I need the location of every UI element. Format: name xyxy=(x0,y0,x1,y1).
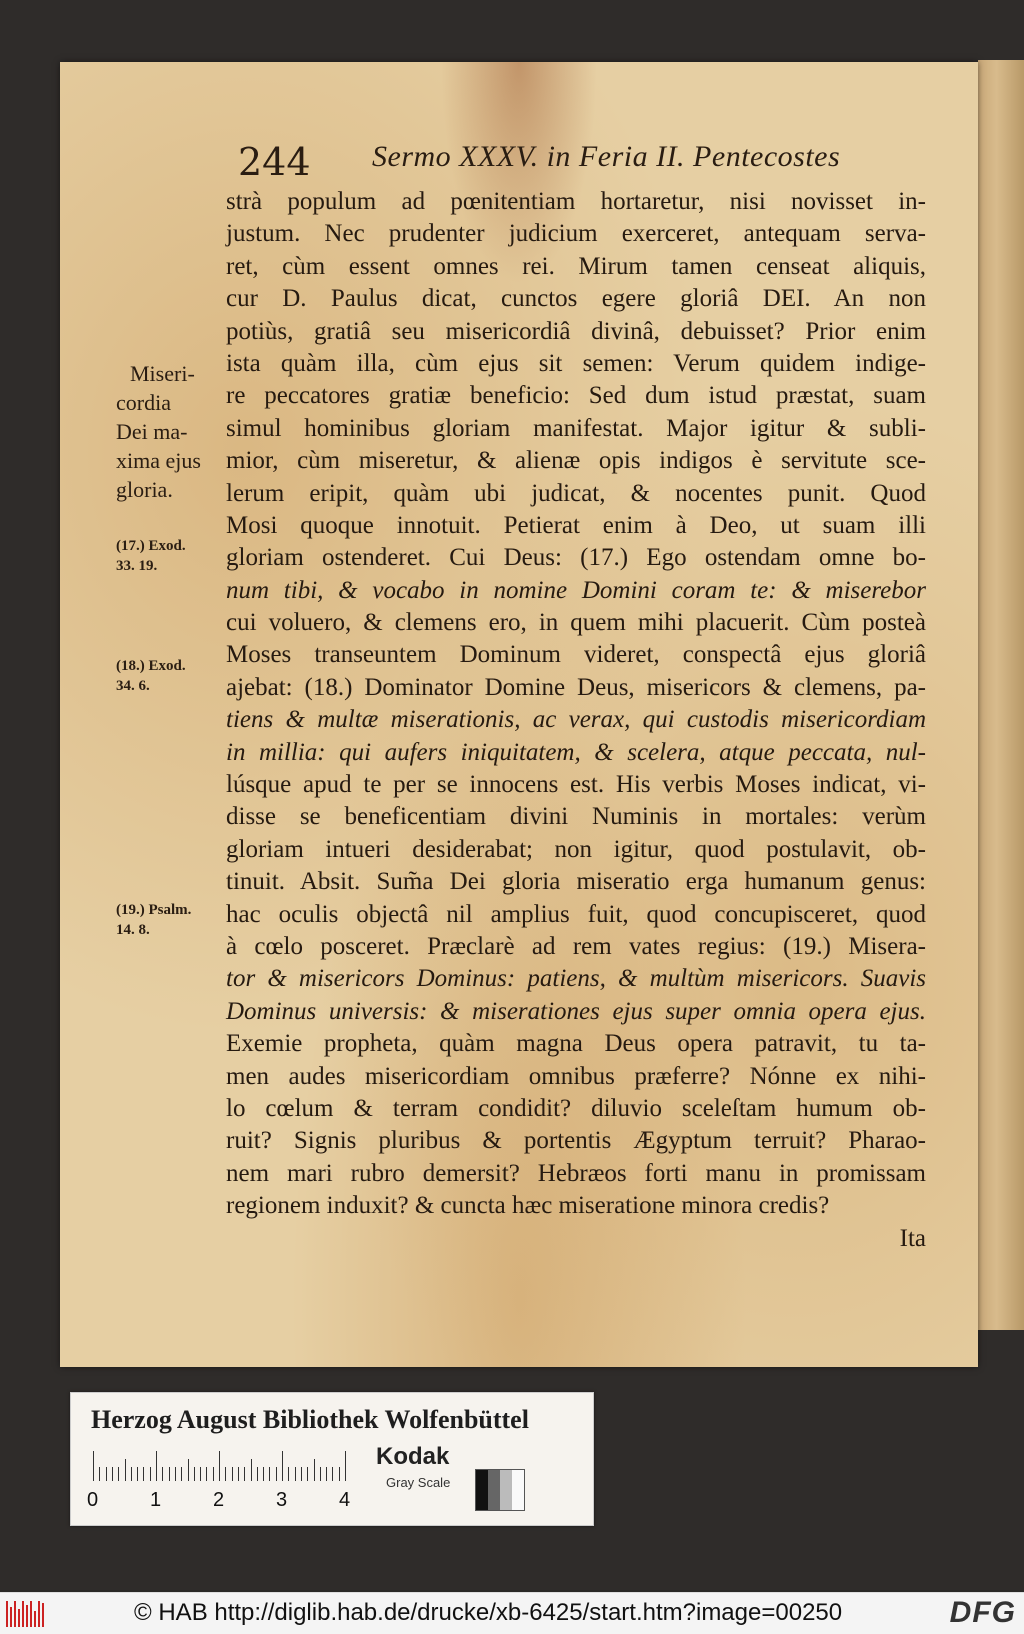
text-line: tinuit. Absit. Sum̃a Dei gloria miseratio erga humanum genus: xyxy=(226,868,926,896)
ruler-tick xyxy=(112,1467,113,1481)
ruler-tick xyxy=(162,1467,163,1481)
credit-link[interactable]: © HAB http://diglib.hab.de/drucke/xb-6425/start.htm?image=00250 xyxy=(134,1599,843,1626)
text-line: ret, cùm essent omnes rei. Mirum tamen censeat aliquis, xyxy=(226,252,926,280)
catchword: Ita xyxy=(899,1224,926,1252)
text-line: men audes misericordiam omnibus præferre? Nónne ex nihi- xyxy=(226,1062,926,1090)
ruler-tick xyxy=(288,1467,289,1481)
ruler-tick xyxy=(175,1467,176,1481)
ref-line: 34. 6. xyxy=(116,678,150,694)
text-line: mior, cùm miseretur, & alienæ opis indigos è servitute sce- xyxy=(226,447,926,475)
ruler-tick xyxy=(143,1467,144,1481)
page-header xyxy=(60,134,978,184)
reference-note-18 xyxy=(116,656,186,696)
text-line: nem mari rubro demersit? Hebræos forti manu in promissam xyxy=(226,1159,926,1187)
ruler-tick xyxy=(295,1467,296,1481)
side-note xyxy=(116,359,201,504)
ruler-numbers xyxy=(87,1489,367,1515)
ruler-tick xyxy=(131,1467,132,1481)
color-calibration-card xyxy=(70,1392,594,1526)
text-line: ajebat: (18.) Dominator Domine Deus, misericors & clemens, pa- xyxy=(226,673,926,701)
side-note-line: cordia xyxy=(116,390,171,415)
book-page xyxy=(60,62,978,1367)
ruler-tick xyxy=(206,1467,207,1481)
text-line: cur D. Paulus dicat, cunctos egere gloriâ DEI. An non xyxy=(226,285,926,313)
text-line: à cœlo posceret. Præclarè ad rem vates regius: (19.) Misera- xyxy=(226,932,926,960)
ruler-tick xyxy=(99,1467,100,1481)
ruler-tick xyxy=(225,1467,226,1481)
ruler-tick xyxy=(150,1467,151,1481)
ref-line: (18.) Exod. xyxy=(116,658,186,674)
text-line: ruit? Signis pluribus & portentis Ægyptum terruit? Pharao- xyxy=(226,1127,926,1155)
gray-swatch xyxy=(476,1470,488,1510)
page-number: 244 xyxy=(238,140,311,184)
ruler-tick xyxy=(307,1467,308,1481)
ruler-tick xyxy=(276,1467,277,1481)
text-line: Dominus universis: & miserationes ejus super omnia opera ejus. xyxy=(226,997,926,1025)
ruler-ticks xyxy=(93,1451,351,1481)
text-line: strà populum ad pœnitentiam hortaretur, nisi novisset in- xyxy=(226,188,926,215)
text-line: potiùs, gratiâ seu misericordiâ divinâ, debuisset? Prior enim xyxy=(226,317,926,345)
text-line: lerum eripit, quàm ubi judicat, & nocentes punit. Quod xyxy=(226,479,926,507)
ruler-tick xyxy=(219,1451,220,1481)
text-line: lúsque apud te per se innocens est. His verbis Moses indicat, vi- xyxy=(226,771,926,799)
ruler-tick xyxy=(326,1467,327,1481)
ruler-tick xyxy=(314,1459,315,1481)
ruler-number: 1 xyxy=(150,1489,162,1511)
ruler-tick xyxy=(244,1467,245,1481)
ruler-tick xyxy=(118,1467,119,1481)
ruler-tick xyxy=(137,1467,138,1481)
side-note-line: Dei ma- xyxy=(116,419,188,444)
ref-line: (19.) Psalm. xyxy=(116,902,192,918)
ruler-tick xyxy=(232,1467,233,1481)
body-text xyxy=(226,186,926,1255)
ref-line: 33. 19. xyxy=(116,558,158,574)
ruler-tick xyxy=(251,1459,252,1481)
text-line: tiens & multæ miserationis, ac verax, qui custodis misericordiam xyxy=(226,706,926,734)
text-line: re peccatores gratiæ beneficio: Sed dum istud præstat, suam xyxy=(226,382,926,410)
ruler-tick xyxy=(188,1459,189,1481)
bottom-credit-bar xyxy=(0,1592,1024,1634)
ruler-number: 0 xyxy=(87,1489,99,1511)
ruler-tick xyxy=(301,1467,302,1481)
library-name: Herzog August Bibliothek Wolfenbüttel xyxy=(91,1405,529,1434)
ruler-tick xyxy=(339,1467,340,1481)
ruler-tick xyxy=(282,1451,283,1481)
text-line: simul hominibus gloriam manifestat. Major igitur & subli- xyxy=(226,414,926,442)
ruler-tick xyxy=(320,1467,321,1481)
text-line: Exemie propheta, quàm magna Deus opera patravit, tu ta- xyxy=(226,1030,926,1058)
text-line: gloriam ostenderet. Cui Deus: (17.) Ego ostendam omne bo- xyxy=(226,544,926,572)
ruler-tick xyxy=(125,1459,126,1481)
ruler-tick xyxy=(169,1467,170,1481)
gray-swatch xyxy=(500,1470,512,1510)
text-line: Mosi quoque innotuit. Petierat enim à Deo, ut suam illi xyxy=(226,511,926,539)
text-line: disse se beneficentiam divini Numinis in mortales: verùm xyxy=(226,803,926,831)
gray-scale-label: Gray Scale xyxy=(386,1475,451,1490)
text-line: ista quàm illa, cùm ejus sit semen: Verum quidem indige- xyxy=(226,349,926,377)
ruler-tick xyxy=(93,1451,94,1481)
text-line: in millia: qui aufers iniquitatem, & scelera, atque peccata, nul- xyxy=(226,738,926,766)
reference-note-17 xyxy=(116,536,186,576)
ruler-tick xyxy=(181,1467,182,1481)
text-line: cui voluero, & clemens ero, in quem mihi placuerit. Cùm posteà xyxy=(226,609,926,637)
ruler-tick xyxy=(156,1451,157,1481)
text-line: Moses transeuntem Dominum videret, conspectâ ejus gloriâ xyxy=(226,641,926,669)
text-line: regionem induxit? & cuncta hæc miseratione minora credis? xyxy=(226,1192,830,1220)
gray-scale-patch xyxy=(475,1469,525,1511)
ruler-tick xyxy=(263,1467,264,1481)
text-line: justum. Nec prudenter judicium exerceret, antequam serva- xyxy=(226,220,926,248)
text-line: num tibi, & vocabo in nomine Domini coram te: & miserebor xyxy=(226,576,926,604)
ref-line: (17.) Exod. xyxy=(116,538,186,554)
ruler-number: 2 xyxy=(213,1489,225,1511)
ruler-tick xyxy=(269,1467,270,1481)
ruler-number: 3 xyxy=(276,1489,288,1511)
barcode-icon xyxy=(6,1601,48,1627)
reference-note-19 xyxy=(116,900,191,940)
gray-swatch xyxy=(512,1470,524,1510)
text-line: gloriam intueri desiderabat; non igitur, quod postulavit, ob- xyxy=(226,835,926,863)
running-title: Sermo XXXV. in Feria II. Pentecostes xyxy=(372,140,841,173)
text-line: tor & misericors Dominus: patiens, & multùm misericors. Suavis xyxy=(226,965,926,993)
gray-swatch xyxy=(488,1470,500,1510)
ref-line: 14. 8. xyxy=(116,922,150,938)
side-note-line: gloria. xyxy=(116,477,173,502)
ruler-tick xyxy=(345,1451,346,1481)
ruler-tick xyxy=(238,1467,239,1481)
text-line: lo cœlum & terram condidit? diluvio sceleſtam humum ob- xyxy=(226,1094,926,1122)
side-note-line: xima ejus xyxy=(116,448,201,473)
adjacent-page-edge xyxy=(978,60,1024,1330)
ruler-tick xyxy=(332,1467,333,1481)
side-note-line: Miseri- xyxy=(130,361,195,386)
dfg-logo: DFG xyxy=(949,1596,1016,1629)
text-line: hac oculis objectâ nil amplius fuit, quod concupisceret, quod xyxy=(226,900,926,928)
ruler-number: 4 xyxy=(339,1489,351,1511)
ruler-tick xyxy=(194,1467,195,1481)
ruler-tick xyxy=(200,1467,201,1481)
kodak-logo: Kodak xyxy=(376,1443,450,1470)
ruler-tick xyxy=(257,1467,258,1481)
ruler-tick xyxy=(106,1467,107,1481)
ruler-tick xyxy=(213,1467,214,1481)
